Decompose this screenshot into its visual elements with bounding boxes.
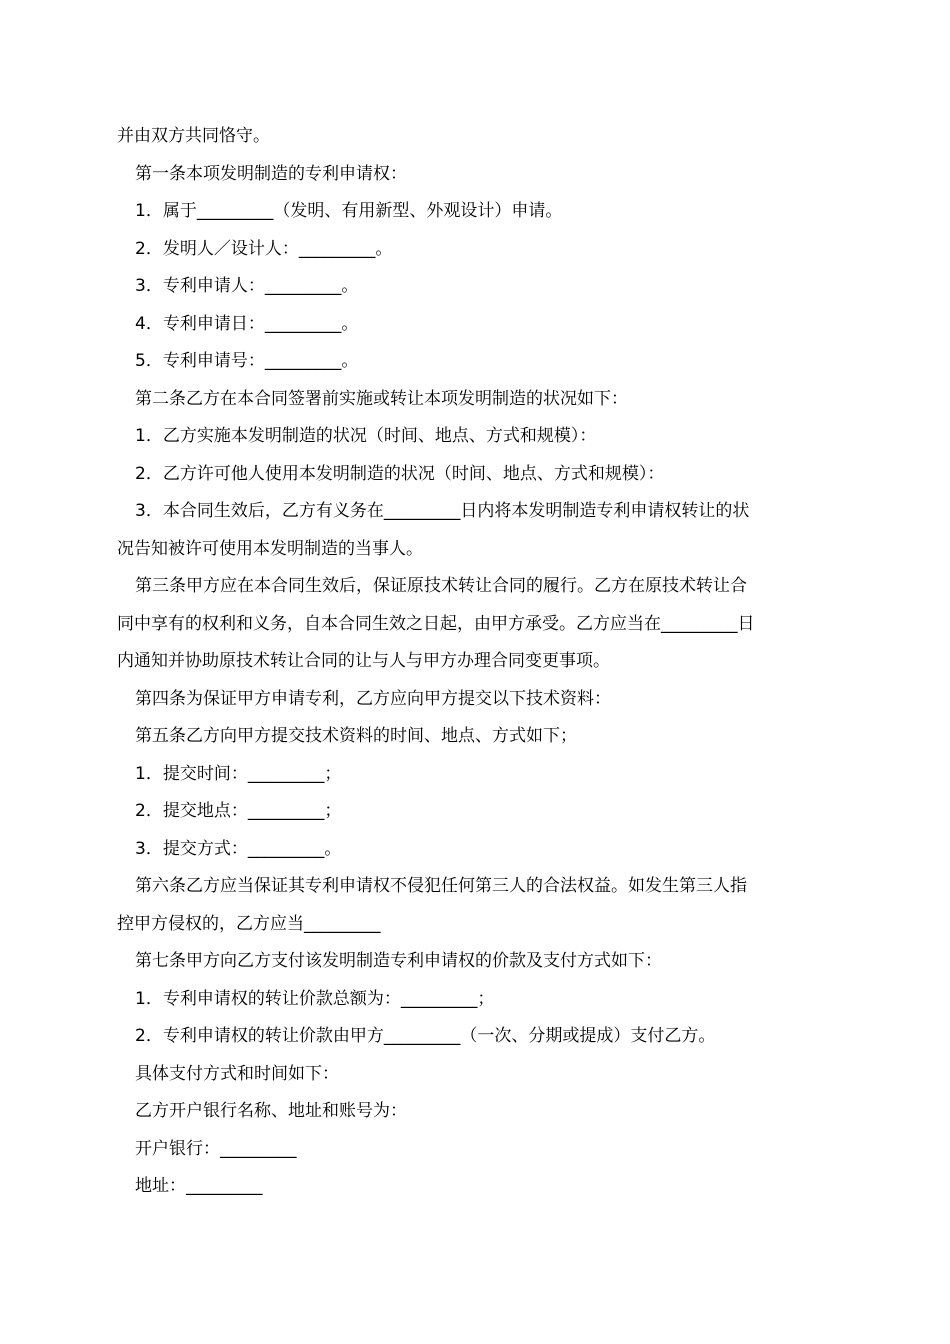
document-line: 况告知被许可使用本发明制造的当事人。 xyxy=(117,538,423,559)
document-line: 具体支付方式和时间如下： xyxy=(135,1063,339,1084)
document-line: 2．专利申请权的转让价款由甲方_________（一次、分期或提成）支付乙方。 xyxy=(135,1026,716,1046)
document-line: 2．乙方许可他人使用本发明制造的状况（时间、地点、方式和规模）： xyxy=(135,463,665,484)
document-line: 4．专利申请日：_________。 xyxy=(135,313,359,334)
document-line: 1．提交时间：_________； xyxy=(135,763,342,784)
document-line: 并由双方共同恪守。 xyxy=(117,126,270,146)
document-line: 控甲方侵权的，乙方应当_________ xyxy=(117,913,381,934)
document-line: 乙方开户银行名称、地址和账号为： xyxy=(135,1101,407,1121)
document-line: 2．发明人／设计人：_________。 xyxy=(135,238,393,259)
document-line: 1．乙方实施本发明制造的状况（时间、地点、方式和规模）： xyxy=(135,426,597,446)
document-line: 5．专利申请号：_________。 xyxy=(135,351,359,371)
document-line: 1．专利申请权的转让价款总额为：_________； xyxy=(135,988,495,1009)
document-line: 1．属于_________（发明、有用新型、外观设计）申请。 xyxy=(135,201,563,221)
document-line: 第七条甲方向乙方支付该发明制造专利申请权的价款及支付方式如下： xyxy=(135,951,662,971)
document-body xyxy=(117,118,837,1206)
document-line: 第六条乙方应当保证其专利申请权不侵犯任何第三人的合法权益。如发生第三人指 xyxy=(135,876,747,896)
document-line: 第三条甲方应在本合同生效后，保证原技术转让合同的履行。乙方在原技术转让合 xyxy=(135,576,747,596)
document-line: 第二条乙方在本合同签署前实施或转让本项发明制造的状况如下： xyxy=(135,388,628,409)
document-line: 内通知并协助原技术转让合同的让与人与甲方办理合同变更事项。 xyxy=(117,651,610,671)
document-line: 开户银行：_________ xyxy=(135,1138,297,1159)
document-line: 地址：_________ xyxy=(135,1176,263,1196)
document-line: 3．专利申请人：_________。 xyxy=(135,276,359,296)
document-line: 第一条本项发明制造的专利申请权： xyxy=(135,163,407,184)
document-line: 2．提交地点：_________； xyxy=(135,801,342,821)
document-line: 3．本合同生效后，乙方有义务在_________日内将本发明制造专利申请权转让的状 xyxy=(135,501,750,521)
document-line: 3．提交方式：_________。 xyxy=(135,838,342,859)
document-line: 第四条为保证甲方申请专利，乙方应向甲方提交以下技术资料： xyxy=(135,688,611,709)
document-line: 同中享有的权利和义务，自本合同生效之日起，由甲方承受。乙方应当在_________日 xyxy=(117,613,755,634)
document-line: 第五条乙方向甲方提交技术资料的时间、地点、方式如下； xyxy=(135,726,577,746)
